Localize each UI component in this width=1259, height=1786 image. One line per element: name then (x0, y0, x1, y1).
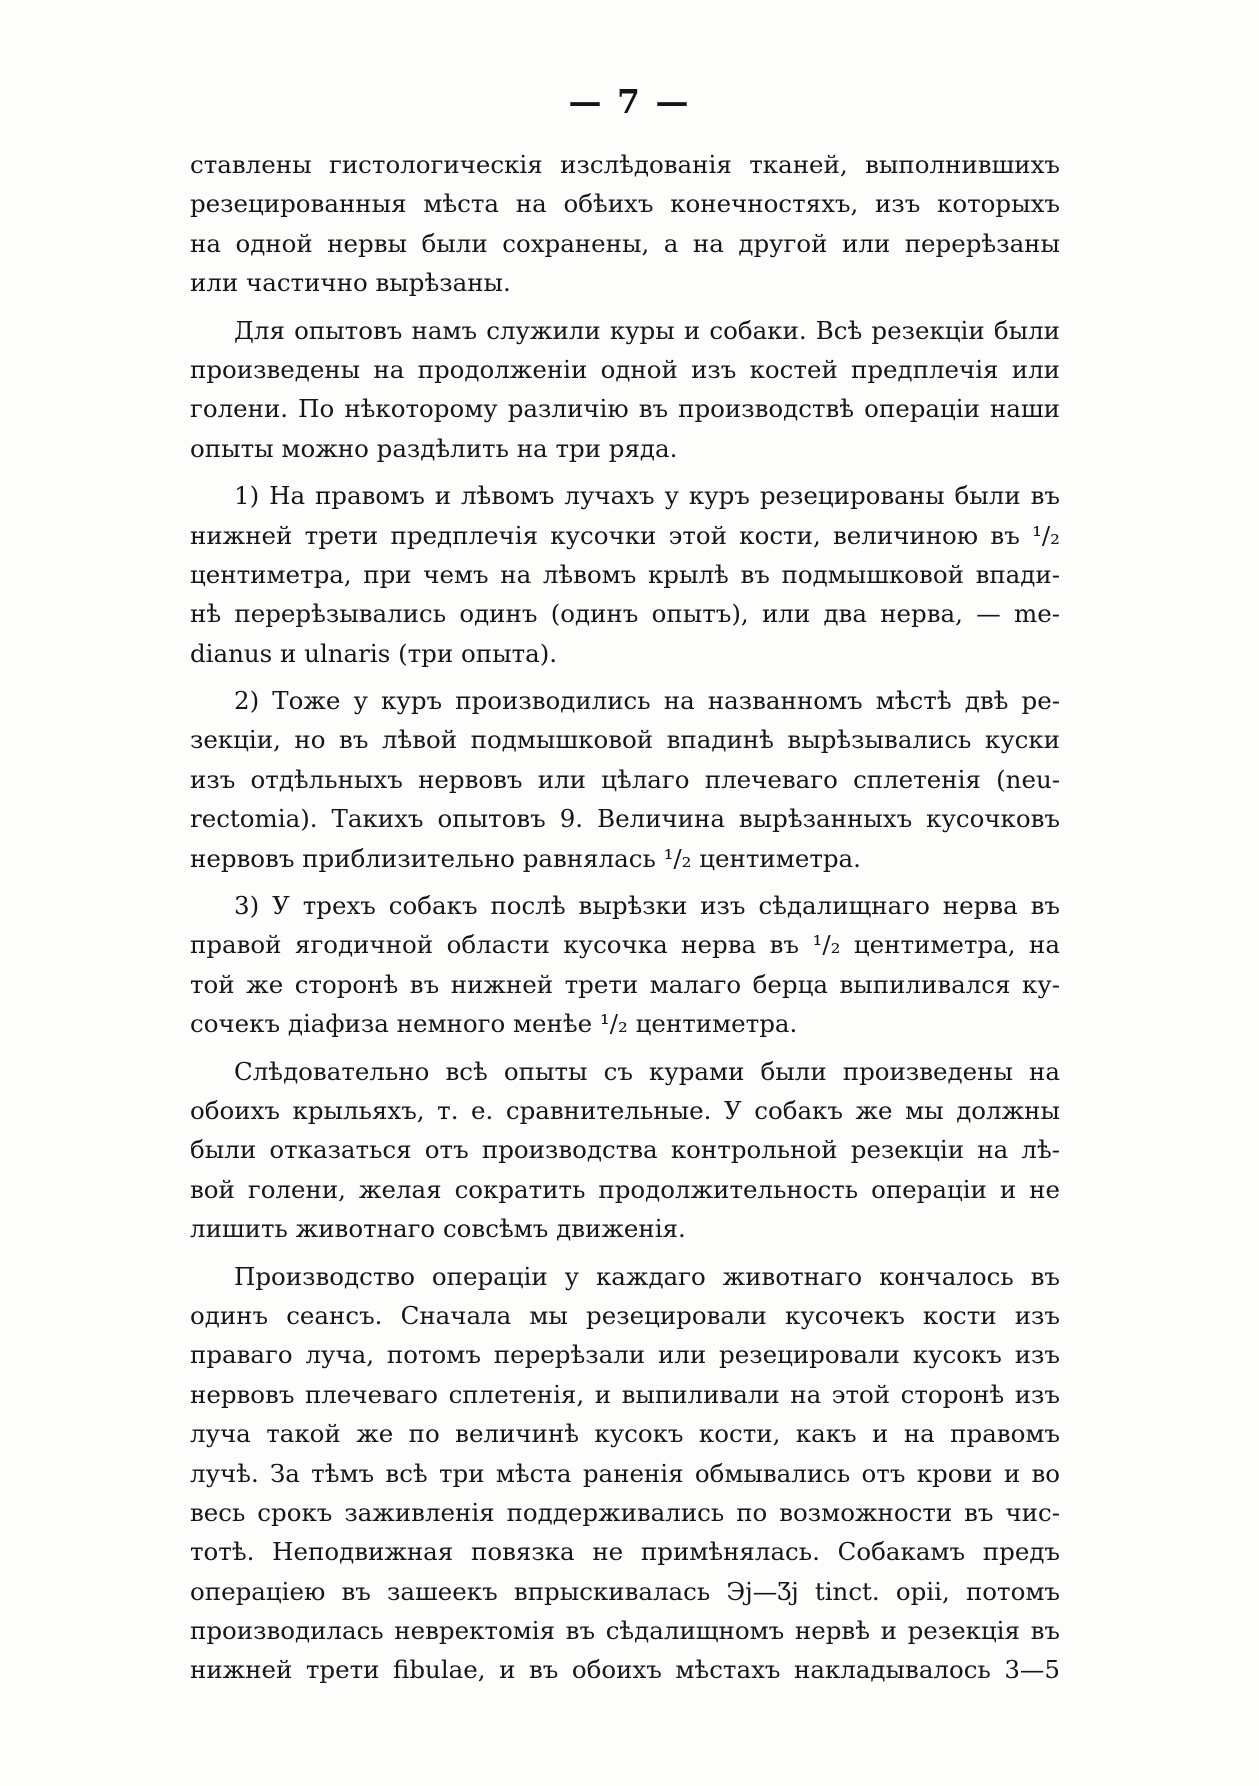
text-line: произведены на продолженіи одной изъ костей предплечія или (190, 354, 1060, 384)
text-line: тотѣ. Неподвижная повязка не примѣнялась. Собакамъ предъ (190, 1537, 1060, 1567)
paragraph (190, 311, 1060, 469)
text-line: лучѣ. За тѣмъ всѣ три мѣста раненія обмывались отъ крови и во (190, 1458, 1060, 1488)
paragraph (190, 1257, 1060, 1690)
body-text (190, 145, 1060, 1690)
text-line: зекціи, но въ лѣвой подмышковой впадинѣ вырѣзывались куски (190, 725, 1060, 755)
text-line: правой ягодичной области кусочка нерва въ ¹/₂ центиметра, на (190, 930, 1060, 960)
text-line: dianus и ulnaris (три опыта). (190, 638, 558, 668)
text-line: голени. По нѣкоторому различію въ производствѣ операціи наши (190, 394, 1060, 424)
text-line: той же сторонѣ въ нижней трети малаго берца выпиливался ку- (190, 969, 1060, 999)
text-line: нижней трети fibulae, и въ обоихъ мѣстахъ накладывалось 3—5 (190, 1655, 1060, 1685)
text-line: Производство операціи у каждаго животнаго кончалось въ (234, 1261, 1060, 1291)
text-line: одинъ сеансъ. Сначала мы резецировали кусочекъ кости изъ (190, 1300, 1060, 1330)
text-line: rectomia). Такихъ опытовъ 9. Величина вырѣзанныхъ кусочковъ (190, 804, 1060, 834)
text-line: 3) У трехъ собакъ послѣ вырѣзки изъ сѣдалищнаго нерва въ (234, 891, 1060, 921)
text-line: 2) Тоже у куръ производились на названномъ мѣстѣ двѣ ре- (234, 686, 1060, 716)
paragraph (190, 145, 1060, 303)
text-line: были отказаться отъ производства контрольной резекціи на лѣ- (190, 1135, 1060, 1165)
text-line: центиметра, при чемъ на лѣвомъ крылѣ въ подмышковой впади- (190, 559, 1060, 589)
text-line: резецированныя мѣста на обѣихъ конечностяхъ, изъ которыхъ (190, 189, 1060, 219)
text-line: обоихъ крыльяхъ, т. е. сравнительные. У собакъ же мы должны (190, 1095, 1060, 1125)
text-line: Слѣдовательно всѣ опыты съ курами были произведены на (234, 1056, 1060, 1086)
text-line: нервовъ плечеваго сплетенія, и выпиливали на этой сторонѣ изъ (190, 1379, 1060, 1409)
paragraph (190, 476, 1060, 673)
text-line: 1) На правомъ и лѣвомъ лучахъ у куръ резецированы были въ (234, 481, 1060, 511)
text-line: производилась невректомія въ сѣдалищномъ нервѣ и резекція въ (190, 1616, 1060, 1646)
paragraph (190, 1052, 1060, 1249)
text-line: лишить животнаго совсѣмъ движенія. (190, 1214, 686, 1244)
text-line: ставлены гистологическія изслѣдованія тканей, выполнившихъ (190, 150, 1060, 179)
text-line: нижней трети предплечія кусочки этой кости, величиною въ ¹/₂ (190, 520, 1060, 550)
text-line: операціею въ зашеекъ впрыскивалась Эj—Ʒj tinct. opii, потомъ (190, 1576, 1060, 1606)
text-line: весь срокъ заживленія поддерживались по возможности въ чис- (190, 1497, 1060, 1527)
text-line: нѣ перерѣзывались одинъ (одинъ опытъ), или два нерва, — me- (190, 599, 1060, 629)
text-line: изъ отдѣльныхъ нервовъ или цѣлаго плечеваго сплетенія (neu- (190, 764, 1060, 794)
paragraph (190, 886, 1060, 1044)
text-line: Для опытовъ намъ служили куры и собаки. Всѣ резекціи были (234, 315, 1060, 345)
text-line: луча такой же по величинѣ кусокъ кости, какъ и на правомъ (190, 1419, 1060, 1449)
text-line: или частично вырѣзаны. (190, 268, 511, 298)
text-line: нервовъ приблизительно равнялась ¹/₂ центиметра. (190, 843, 861, 873)
text-line: на одной нервы были сохранены, а на другой или перерѣзаны (190, 228, 1060, 258)
text-line: праваго луча, потомъ перерѣзали или резецировали кусокъ изъ (190, 1340, 1060, 1370)
paragraph (190, 681, 1060, 878)
page-number: — 7 — (568, 82, 691, 121)
text-line: сочекъ діафиза немного менѣе ¹/₂ центиметра. (190, 1009, 798, 1039)
text-line: вой голени, желая сократить продолжительность операціи и не (190, 1174, 1060, 1204)
text-line: опыты можно раздѣлить на три ряда. (190, 433, 678, 463)
